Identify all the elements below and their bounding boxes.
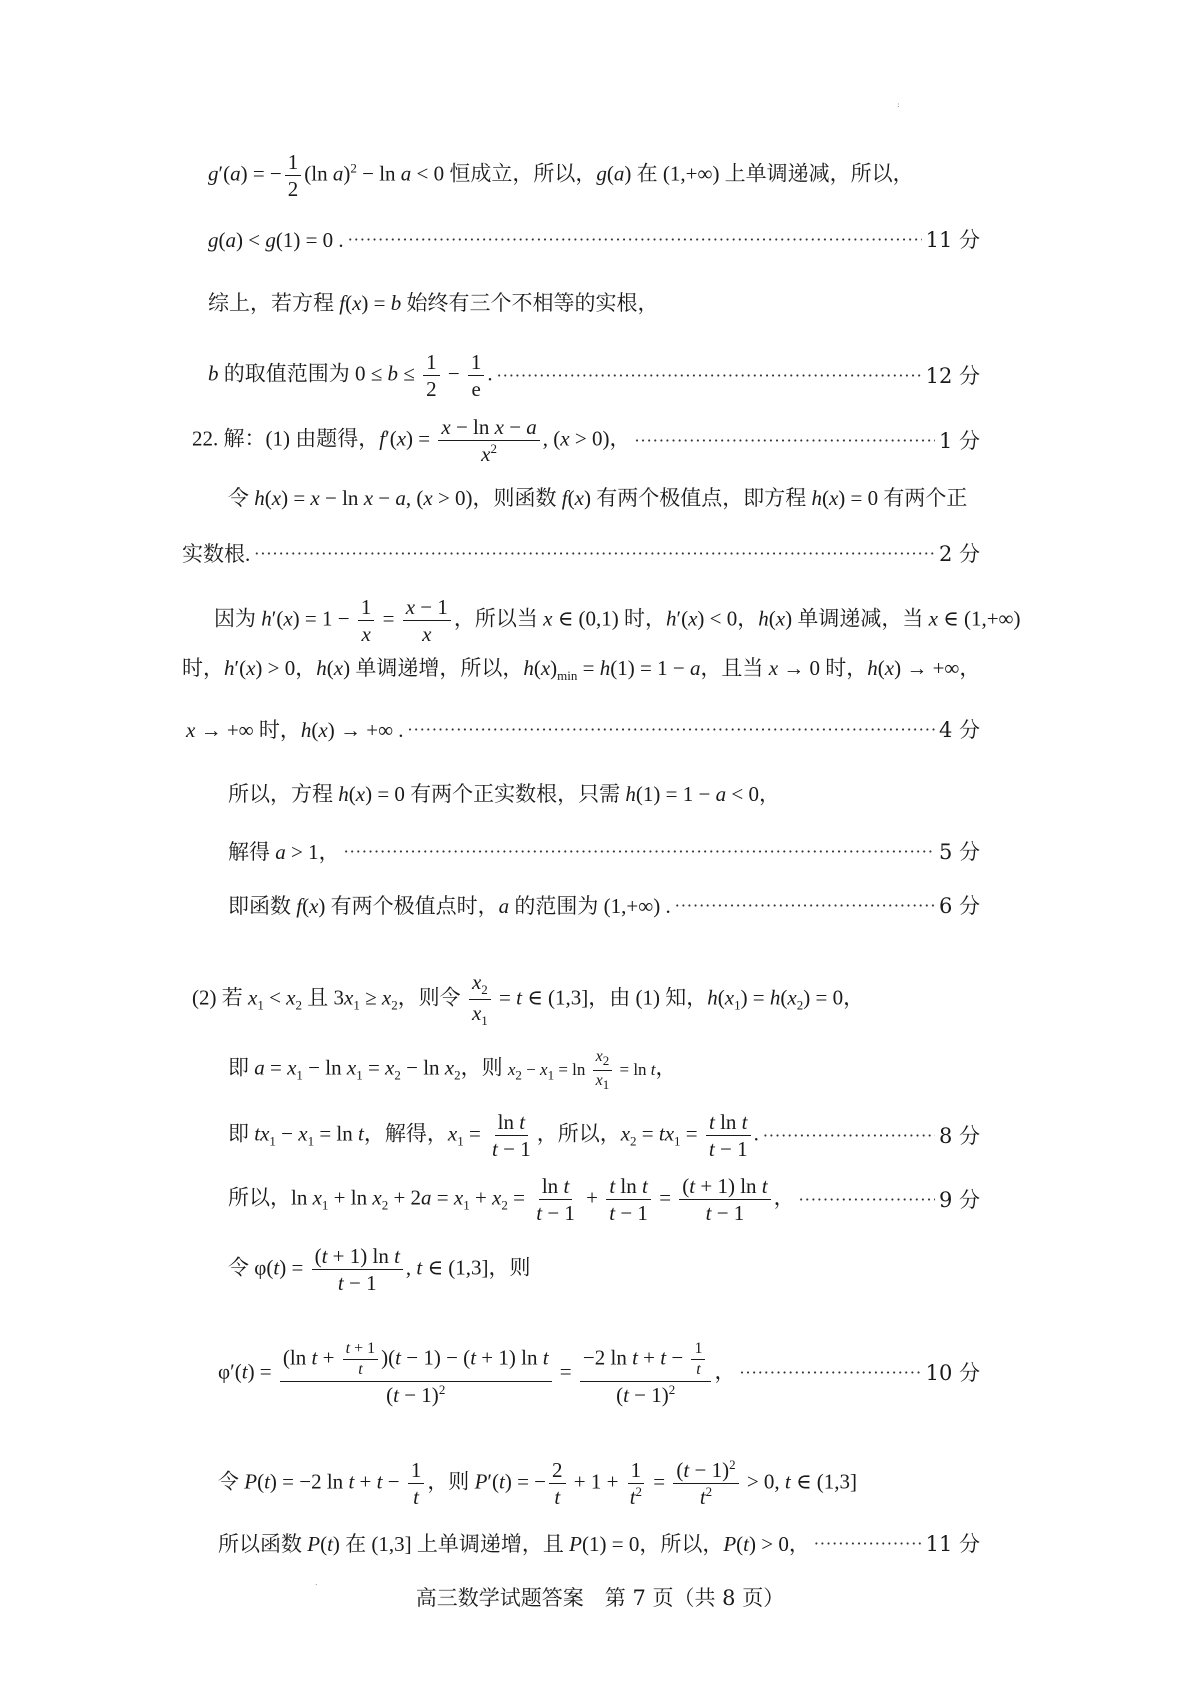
- score-label: 9 分: [938, 1187, 980, 1212]
- scan-speck: :: [897, 100, 900, 109]
- leader-dots: [497, 360, 922, 392]
- line-2: [208, 224, 980, 256]
- math-expression: b 的取值范围为 0 ≤ b ≤ $\frac{1}{2}$ − $\frac{1}{e}$ .: [208, 350, 493, 402]
- line-17: [228, 1174, 980, 1225]
- score-label: 11 分: [925, 1532, 980, 1556]
- leader-dots: [739, 1357, 921, 1389]
- math-expression: g′(a) = − $\frac{1}{2}$ (ln a)$^2$ − ln a < 0 恒成立，所以，g(a) 在 (1,+∞) 上单调递减，所以，: [208, 150, 914, 202]
- line-19: [218, 1340, 980, 1407]
- line-7: [182, 538, 980, 570]
- math-expression: φ′(t) = (ln t + $\frac{t + 1}{t}$ )(t − 1) − (t + 1) ln t $(t - 1)^2$ = −2 ln t + t − $\frac{1}{t}$ $(t - 1)^2$ ，: [218, 1340, 736, 1407]
- line-4: [208, 350, 980, 401]
- leader-dots: [254, 538, 935, 570]
- math-expression: 即 $tx_1 - x_1 = \ln t$，解得，$x_1$ = $\frac{\text{ln t}}{t - 1}$ ，所以，$x_2 = tx_1$ = $\frac{\text{t ln t}}{t - 1}$ .: [228, 1110, 759, 1162]
- score-label: 10 分: [925, 1361, 980, 1386]
- leader-dots: [763, 1120, 935, 1152]
- line-9: [182, 652, 980, 692]
- line-6: [228, 482, 967, 514]
- line-11: [228, 778, 780, 810]
- score-label: 1 分: [938, 428, 980, 453]
- leader-dots: [675, 890, 935, 922]
- math-expression: g(a) < g(1) = 0 .: [208, 228, 344, 252]
- score-label: 4 分: [938, 718, 980, 742]
- line-text: 实数根.: [182, 542, 251, 566]
- math-expression: (2) 若 $x_1 < x_2$ 且 $3x_1 \ge x_2$，则令 $\frac{x_2}{x_1}$ = t ∈ (1,3]，由 (1) 知，$h(x_1) = h(x_2) = 0$，: [192, 970, 865, 1029]
- score-label: 2 分: [938, 542, 980, 566]
- math-expression: 即函数 f(x) 有两个极值点时，a 的范围为 (1,+∞) .: [228, 894, 671, 918]
- math-expression: 所以，$\ln x_1 + \ln x_2 + 2a = x_1 + x_2$ = $\frac{\text{ln t}}{t - 1}$ + $\frac{\text{t ln t}}{t - 1}$ = $\frac{\text{(t + 1) ln t}}{t - 1}$ ，: [228, 1174, 795, 1226]
- score-label: 8 分: [938, 1123, 980, 1148]
- math-expression: 令 φ(t) = $\frac{\text{(t + 1) ln t}}{t - 1}$ , t ∈ (1,3]，则: [228, 1244, 531, 1296]
- math-expression: x → +∞ 时，h(x) → +∞ .: [186, 718, 404, 742]
- math-expression: 令 P(t) = −2 ln t + t − $\frac{1}{t}$ ，则 P′(t) = − $\frac{2}{t}$ + 1 + $\frac{1}{t^2}$ = $\frac{(t - 1)^2}{t^2}$ > 0, t ∈ (1,3]: [218, 1457, 858, 1510]
- score-label: 12 分: [925, 363, 980, 388]
- line-10: [186, 714, 980, 746]
- line-14: [192, 970, 864, 1029]
- math-expression: 所以函数 P(t) 在 (1,3] 上单调递增，且 P(1) = 0，所以，P(t) > 0，: [218, 1532, 810, 1556]
- score-label: 11 分: [925, 228, 980, 252]
- line-18: [228, 1244, 531, 1295]
- leader-dots: [634, 425, 934, 457]
- line-12: [228, 836, 980, 868]
- score-label: 5 分: [938, 840, 980, 864]
- math-expression: 因为 h′(x) = 1 − $\frac{1}{x}$ = $\frac{x - 1}{x}$ ，所以当 x ∈ (0,1) 时，h′(x) < 0，h(x) 单调递减，当 x ∈ (1,+∞): [214, 595, 1021, 647]
- math-expression: 22. 解：(1) 由题得，f′(x) = $\frac{\text{x − ln x − a}}{x^2}$ , (x > 0)，: [192, 415, 631, 467]
- math-expression: 即 $a = x_1 - \ln x_1 = x_2 - \ln x_2$，则 $x_2 - x_1 = \ln$ $\frac{x_2}{x_1}$ = ln t，: [228, 1048, 677, 1093]
- leader-dots: [344, 836, 935, 868]
- line-20: [218, 1458, 857, 1509]
- line-15: [228, 1048, 677, 1093]
- line-13: [228, 890, 980, 922]
- leader-dots: [799, 1184, 935, 1216]
- leader-dots: [408, 714, 935, 746]
- line-16: [228, 1110, 980, 1161]
- math-expression: 令 h(x) = x − ln x − a, (x > 0)，则函数 f(x) 有两个极值点，即方程 h(x) = 0 有两个正: [228, 486, 968, 510]
- line-3: [208, 287, 659, 319]
- leader-dots: [348, 224, 922, 256]
- line-8: [214, 595, 1021, 646]
- math-expression: 综上，若方程 f(x) = b 始终有三个不相等的实根，: [208, 291, 659, 315]
- page-footer: 高三数学试题答案 第 7 页（共 8 页）: [415, 1586, 785, 1610]
- line-1: [208, 150, 914, 201]
- score-label: 6 分: [938, 894, 980, 918]
- scan-speck: .: [315, 1578, 318, 1587]
- line-5: [192, 415, 980, 466]
- leader-dots: [814, 1528, 922, 1560]
- math-expression: 所以，方程 h(x) = 0 有两个正实数根，只需 h(1) = 1 − a < 0，: [228, 782, 780, 806]
- math-expression: 时，h′(x) > 0，h(x) 单调递增，所以，$h(x)_{min} = h(1) = 1 - a$，且当 x → 0 时，h(x) → +∞，: [182, 656, 981, 684]
- math-expression: 解得 a > 1，: [228, 840, 340, 864]
- line-21: [218, 1528, 980, 1560]
